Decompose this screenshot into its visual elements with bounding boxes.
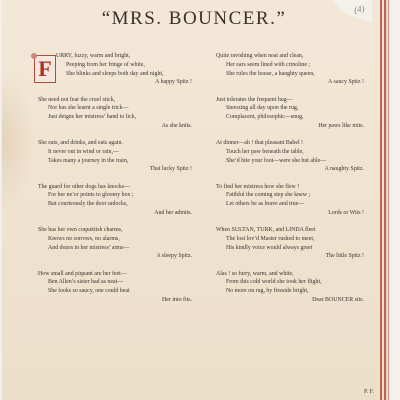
verse-line: But courteously the door unlocks, xyxy=(48,201,128,207)
verse-line: At dinner—ah ! that pleasant Babel ! xyxy=(216,140,304,146)
verse-line: Complacent, philosophic—snug, xyxy=(226,114,304,120)
refrain-line: Lords or Wits ! xyxy=(328,209,364,216)
right-column xyxy=(216,52,372,313)
verse-line: She eats, and drinks, and eats again. xyxy=(38,140,123,146)
verse-line: Alas ! so furry, warm, and white, xyxy=(216,270,294,277)
verse-line: The lost lov’d Master rushed to meet, xyxy=(226,235,315,242)
verse-line: No more on rug, by fireside bright, xyxy=(226,288,309,294)
verse-line: How small and piquant are her feet— xyxy=(38,270,127,277)
verse-line: She looks so saucy, one could beat xyxy=(48,288,130,294)
verse-line: URRY, fuzzy, warm and bright, xyxy=(56,53,131,59)
stanza xyxy=(38,226,200,261)
poem-title: “MRS. BOUNCER.” xyxy=(101,8,287,29)
stanza xyxy=(216,96,372,131)
stanza xyxy=(38,183,200,218)
verse-line: Faithful the coming step she knew ; xyxy=(226,192,311,199)
red-border-line xyxy=(384,0,386,400)
refrain-line: A saucy Spitz ! xyxy=(328,79,364,86)
stanza xyxy=(216,270,372,305)
refrain-line: The little Spitz ! xyxy=(325,253,364,260)
verse-line: For her ne’er points to gloomy box ; xyxy=(48,192,134,199)
signature: P. F. xyxy=(364,389,374,395)
verse-line: Just deigns her mistress’ hand to lick, xyxy=(48,114,137,120)
stanza xyxy=(216,226,372,261)
verse-line: Peeping from her fringe of white, xyxy=(66,61,145,68)
verse-line: She’d bite your foot—were she but able— xyxy=(226,157,327,164)
verse-line: From this cold world she took her flight, xyxy=(226,279,322,286)
stanza xyxy=(38,96,200,131)
refrain-line: And her admits. xyxy=(154,209,192,216)
verse-line: When SULTAN, TURK, and LINDA fleet xyxy=(216,227,316,233)
verse-line: Her ears seem lined with crinoline ; xyxy=(226,61,311,68)
refrain-line: As she knits. xyxy=(161,122,192,129)
verse-line: Just tolerates the frequent hug— xyxy=(216,96,293,103)
verse-line: To find her mistress how she flew ! xyxy=(216,183,300,190)
pencil-note: (4) xyxy=(352,3,365,15)
stanza xyxy=(38,139,200,174)
verse-line: Knows no sorrows, no alarms, xyxy=(48,235,120,242)
verse-line: Ben Allen’s sister had as neat— xyxy=(48,279,124,286)
verse-line: She has her own coquettish charms, xyxy=(38,227,123,233)
refrain-line: A naughty Spitz. xyxy=(324,166,364,173)
verse-line: Touch her paw beneath the table, xyxy=(226,148,304,155)
stanza xyxy=(216,139,372,174)
refrain-line: That lucky Spitz ! xyxy=(149,166,192,173)
verse-line: Quite ravishing when neat and clean, xyxy=(216,53,304,59)
verse-line: The guard for other dogs has knocks— xyxy=(38,183,130,190)
verse-line: It never out in wind or rain,— xyxy=(48,148,119,155)
refrain-line: Her into fits. xyxy=(162,296,192,303)
red-border-line xyxy=(380,0,382,400)
verse-line: His kindly voice would always greet xyxy=(226,244,313,251)
red-border-line xyxy=(388,0,389,400)
left-column xyxy=(38,52,200,313)
stanza xyxy=(216,52,372,87)
refrain-line: Her paws like mits. xyxy=(318,122,364,129)
refrain-line: Dear BOUNCER sits. xyxy=(312,296,364,303)
verse-line: Nor has she learnt a single trick— xyxy=(48,105,129,112)
verse-line: She blinks and sleeps both day and night, xyxy=(66,70,164,77)
verse-line: Let others be as brave and true— xyxy=(226,201,305,207)
stanza xyxy=(38,270,200,305)
stanza xyxy=(216,183,372,218)
stanza xyxy=(38,52,200,87)
verse-line: Snoozing all day upon the rug, xyxy=(226,105,299,112)
verse-line: She need not fear the cruel stick, xyxy=(38,96,116,103)
refrain-line: A sleepy Spitz. xyxy=(156,253,192,260)
verse-line: Takes many a journey in the train, xyxy=(48,157,129,164)
verse-line: She rules the house, a haughty queen, xyxy=(226,70,315,77)
refrain-line: A happy Spitz ! xyxy=(155,79,192,86)
dropcap-letter: F xyxy=(38,56,52,81)
verse-line: And dozes in her mistress’ arms— xyxy=(48,244,130,251)
